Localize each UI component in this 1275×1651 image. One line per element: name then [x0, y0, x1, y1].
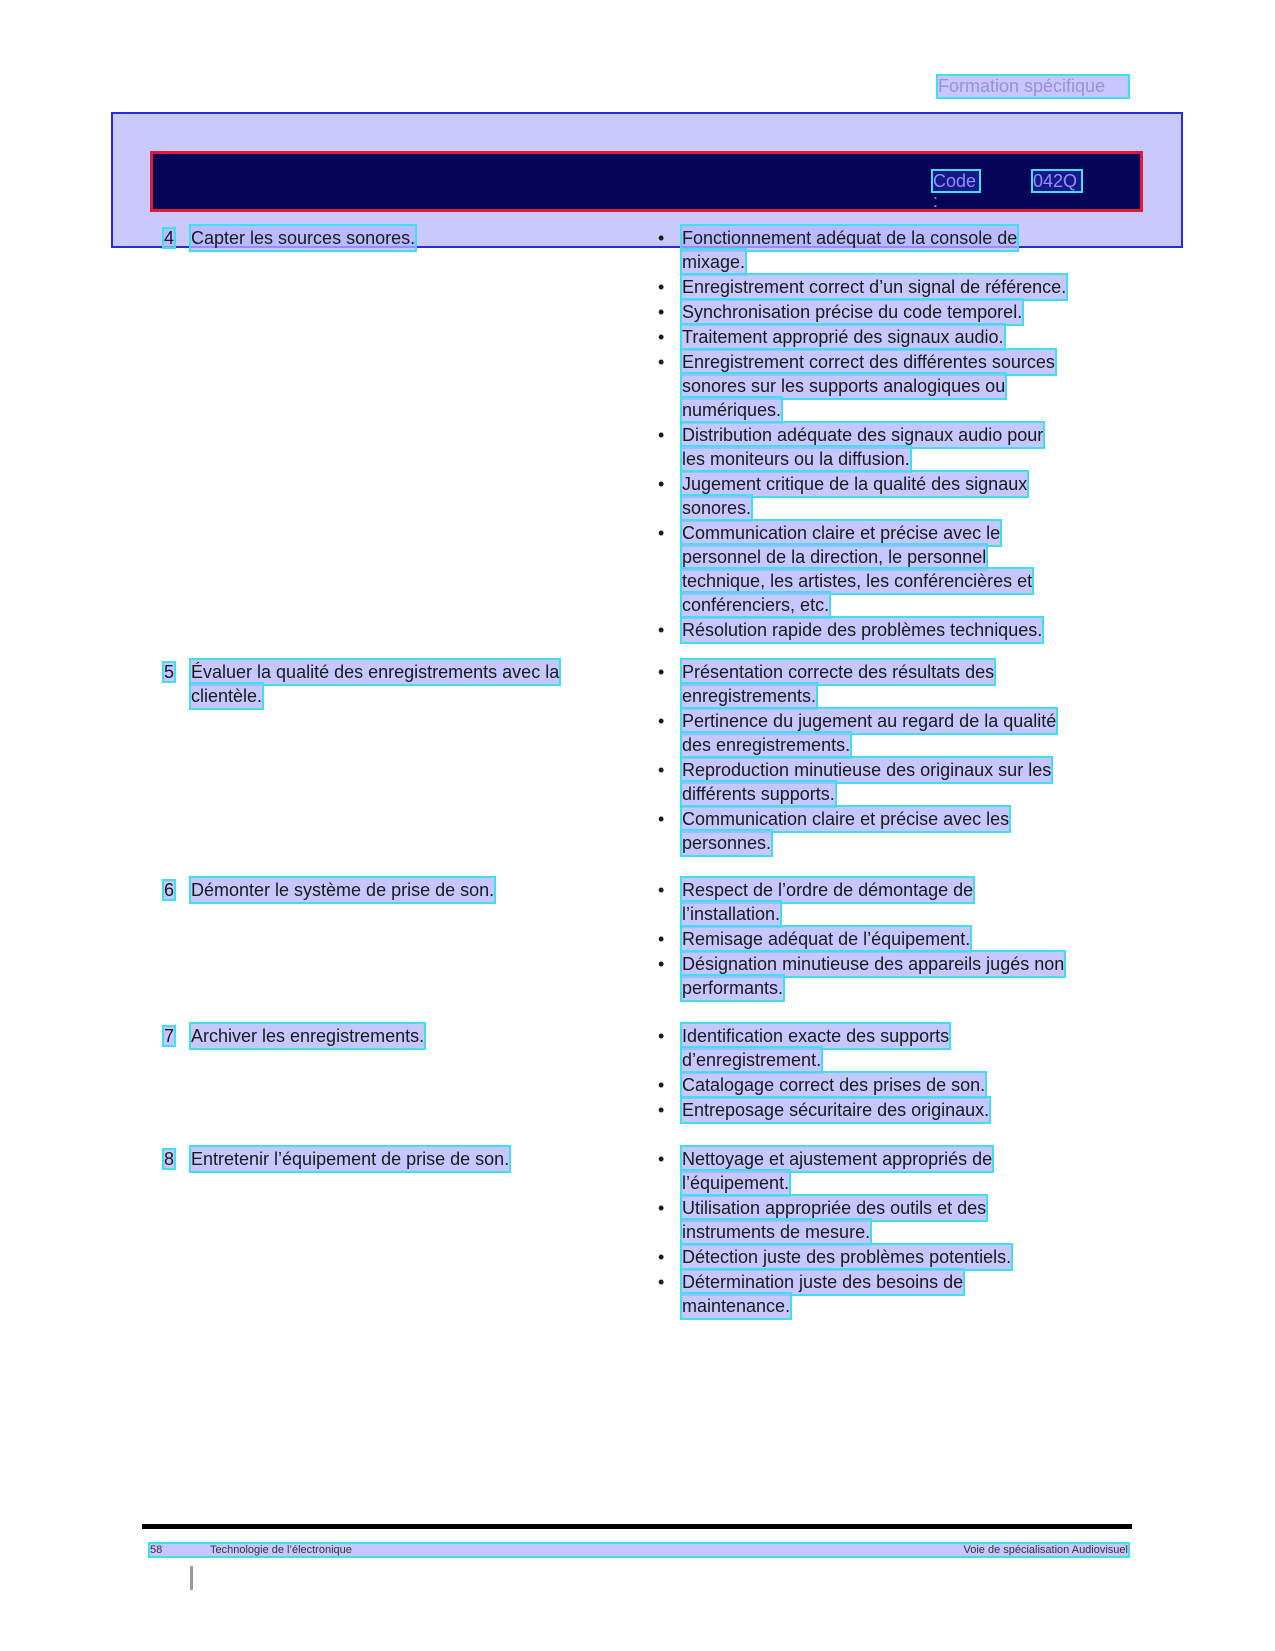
bullet-icon: •	[658, 302, 665, 322]
bullet-icon: •	[658, 1247, 665, 1267]
competency-title: Capter les sources sonores.	[191, 228, 416, 248]
criterion-text: Synchronisation précise du code temporel.	[682, 302, 1023, 322]
bullet-icon: •	[658, 1198, 665, 1218]
bullet-icon: •	[658, 523, 665, 543]
bullet-icon: •	[658, 1026, 665, 1046]
criterion-text: l’installation.	[682, 904, 781, 924]
section-label: Formation spécifique	[938, 76, 1128, 97]
criterion-text: instruments de mesure.	[682, 1222, 871, 1242]
criterion-text: des enregistrements.	[682, 735, 851, 755]
competency-title: Entretenir l’équipement de prise de son.	[191, 1149, 510, 1169]
bullet-icon: •	[658, 352, 665, 372]
criterion-text: enregistrements.	[682, 686, 817, 706]
criterion-text: Présentation correcte des résultats des	[682, 662, 995, 682]
criterion-text: maintenance.	[682, 1296, 791, 1316]
criterion-text: Entreposage sécuritaire des originaux.	[682, 1100, 990, 1120]
bullet-icon: •	[658, 662, 665, 682]
criterion-text: sonores.	[682, 498, 752, 518]
criterion-text: mixage.	[682, 252, 746, 272]
code-value: 042Q	[1033, 171, 1081, 191]
criterion-text: Traitement approprié des signaux audio.	[682, 327, 1004, 347]
criterion-text: les moniteurs ou la diffusion.	[682, 449, 910, 469]
row-number: 6	[164, 880, 175, 900]
row-number: 8	[164, 1149, 175, 1169]
criterion-text: Enregistrement correct d’un signal de référence.	[682, 277, 1067, 297]
criterion-text: sonores sur les supports analogiques ou	[682, 376, 1006, 396]
criterion-text: Respect de l’ordre de démontage de	[682, 880, 974, 900]
criterion-text: Désignation minutieuse des appareils jugés non	[682, 954, 1065, 974]
bullet-icon: •	[658, 620, 665, 640]
criterion-text: Résolution rapide des problèmes techniques.	[682, 620, 1043, 640]
criterion-text: performants.	[682, 978, 784, 998]
criterion-text: Enregistrement correct des différentes sources	[682, 352, 1055, 372]
footer-rule	[142, 1524, 1132, 1529]
margin-mark	[190, 1566, 193, 1590]
row-number: 7	[164, 1026, 175, 1046]
code-bar	[150, 151, 1143, 212]
bullet-icon: •	[658, 760, 665, 780]
competency-title: Démonter le système de prise de son.	[191, 880, 495, 900]
bullet-icon: •	[658, 1075, 665, 1095]
bullet-icon: •	[658, 425, 665, 445]
bullet-icon: •	[658, 1100, 665, 1120]
criterion-text: numériques.	[682, 400, 782, 420]
criterion-text: conférenciers, etc.	[682, 595, 830, 615]
criterion-text: Jugement critique de la qualité des signaux	[682, 474, 1028, 494]
criterion-text: Nettoyage et ajustement appropriés de	[682, 1149, 993, 1169]
bullet-icon: •	[658, 474, 665, 494]
criterion-text: Identification exacte des supports	[682, 1026, 950, 1046]
bullet-icon: •	[658, 929, 665, 949]
criterion-text: Fonctionnement adéquat de la console de	[682, 228, 1018, 248]
row-number: 4	[164, 228, 175, 248]
criterion-text: Utilisation appropriée des outils et des	[682, 1198, 987, 1218]
bullet-icon: •	[658, 809, 665, 829]
footer-left-text: Technologie de l’électronique	[210, 1544, 352, 1556]
criterion-text: Catalogage correct des prises de son.	[682, 1075, 986, 1095]
criterion-text: Pertinence du jugement au regard de la qualité	[682, 711, 1057, 731]
competency-title: Évaluer la qualité des enregistrements avec la	[191, 662, 560, 682]
competency-title: Archiver les enregistrements.	[191, 1026, 425, 1046]
bullet-icon: •	[658, 711, 665, 731]
criterion-text: Reproduction minutieuse des originaux sur les	[682, 760, 1052, 780]
bullet-icon: •	[658, 954, 665, 974]
bullet-icon: •	[658, 880, 665, 900]
criterion-text: Communication claire et précise avec le	[682, 523, 1001, 543]
bullet-icon: •	[658, 327, 665, 347]
bullet-icon: •	[658, 1149, 665, 1169]
criterion-text: Détermination juste des besoins de	[682, 1272, 964, 1292]
row-number: 5	[164, 662, 175, 682]
criterion-text: personnel de la direction, le personnel	[682, 547, 987, 567]
criterion-text: différents supports.	[682, 784, 835, 804]
bullet-icon: •	[658, 1272, 665, 1292]
criterion-text: technique, les artistes, les conférencières et	[682, 571, 1033, 591]
criterion-text: Communication claire et précise avec les	[682, 809, 1010, 829]
criterion-text: personnes.	[682, 833, 772, 853]
criterion-text: d’enregistrement.	[682, 1050, 822, 1070]
competency-title: clientèle.	[191, 686, 263, 706]
criterion-text: Détection juste des problèmes potentiels.	[682, 1247, 1012, 1267]
criterion-text: Distribution adéquate des signaux audio pour	[682, 425, 1044, 445]
code-label: Code :	[933, 171, 979, 191]
bullet-icon: •	[658, 277, 665, 297]
footer-right-text: Voie de spécialisation Audiovisuel	[963, 1544, 1128, 1556]
page-footer	[150, 1544, 1128, 1556]
page-number: 58	[150, 1544, 163, 1556]
bullet-icon: •	[658, 228, 665, 248]
criterion-text: Remisage adéquat de l’équipement.	[682, 929, 971, 949]
criterion-text: l’équipement.	[682, 1173, 790, 1193]
